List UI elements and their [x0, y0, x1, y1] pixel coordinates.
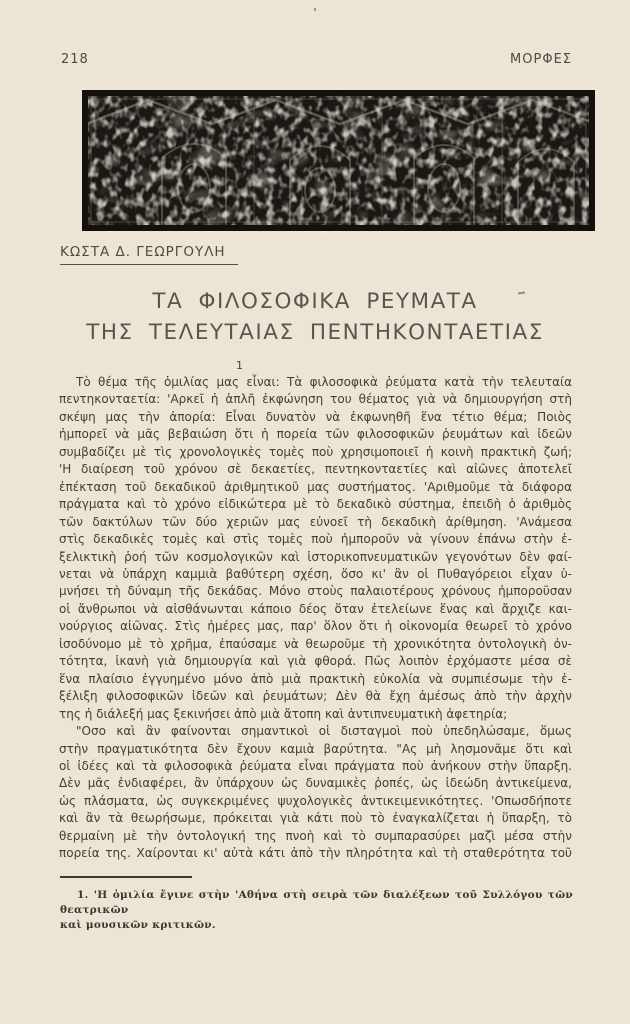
body-text-line: θερμαίνη μὲ τὴν ὀντολογική της πνοὴ καὶ τὸ συμπαρασύρει μαζὶ μέσα στὴν: [59, 828, 572, 843]
body-text-line: οἱ ἰδέες καὶ τὰ φιλοσοφικὰ ῥεύματα εἶναι πράγματα ποὺ ἀνήκουν στὴν ὕπαρξη.: [59, 758, 572, 773]
body-text-line: στὶς δεκαδικὲς τομὲς καὶ στὶς τομὲς ποὺ ἠμποροῦν νὰ γίνουν ἐπάνω στὴν ἐ-: [59, 532, 572, 547]
body-text-line: πράγματα καὶ τὸ χρόνο εἰδικώτερα μὲ τὸ δεκαδικὸ σύστημα, ἐπειδὴ ὁ ἀριθμὸς: [59, 497, 572, 512]
body-text-line: ἠμπορεῖ νὰ μᾶς βεβαιώση ὅτι ἡ πορεία τῶν φιλοσοφικῶν ῥευμάτων καὶ ἰδεῶν: [59, 427, 572, 442]
page-number: 218: [61, 52, 89, 67]
woodcut-illustration: [82, 88, 595, 233]
body-text-line: συμβαδίζει μὲ τὶς χρονολογικὲς τομὲς ποὺ χρησιμοποιεῖ ἡ κοινὴ πρακτικὴ ζωή;: [59, 444, 572, 459]
body-text-line: ἰσοδύνομο μὲ τὸ χρῆμα, ἐπαύσαμε νὰ θεωροῦμε τὴ χρονικότητα ὀντολογικὴ ὀν-: [59, 636, 572, 651]
footnote-line: 1. 'Η ὁμιλία ἔγινε στὴν 'Αθήνα στὴ σειρὰ τῶν διαλέξεων τοῦ Συλλόγου τῶν θεατρικῶν: [60, 889, 573, 916]
scan-artifact: [314, 8, 316, 11]
running-header: [61, 52, 572, 67]
body-text-line: οἱ ἄνθρωποι νὰ αἰσθάνωνται κάποιο δέος ὅταν ἐτελείωνε ἕνας καὶ ἄρχιζε και-: [59, 601, 572, 616]
article-title: [0, 286, 630, 348]
author-byline: ΚΩΣΤΑ Δ. ΓΕΩΡΓΟΥΛΗ: [60, 244, 238, 265]
footnote-line: καὶ μουσικῶν κριτικῶν.: [60, 919, 216, 931]
body-text: [59, 374, 572, 863]
body-text-line: νεται νὰ ὑπάρχη καμμιὰ βαθύτερη σχέση, ὅσο κι' ἂν οἱ Πυθαγόρειοι εἶχαν ὑ-: [59, 566, 572, 581]
footnote-reference-mark: 1: [236, 359, 243, 372]
running-title: ΜΟΡΦΕΣ: [510, 52, 572, 67]
body-text-line: "Οσο καὶ ἂν φαίνονται σημαντικοὶ οἱ δισταγμοὶ ποὺ ὑπεδηλώσαμε, ὅμως: [76, 724, 572, 739]
body-text-line: 'Η διαίρεση τοῦ χρόνου σὲ δεκαετίες, πεντηκονταετίες καὶ αἰῶνες ἀποτελεῖ: [59, 462, 572, 477]
article-title-line1: ΤΑ ΦΙΛΟΣΟΦΙΚΑ ΡΕΥΜΑΤΑ: [152, 289, 478, 314]
footnote: [60, 888, 573, 933]
body-text-line: ξέλιξη φιλοσοφικῶν ἰδεῶν καὶ ῥευμάτων; Δὲν θὰ ἔχη ἀμέσως ἀπὸ τὴν ἀρχὴν: [59, 689, 572, 704]
body-text-line: στὴν πραγματικότητα δὲν ἔχουν καμιὰ βαρύτητα. "Ας μὴ λησμονᾶμε ὅτι καὶ: [59, 741, 572, 756]
body-text-line: σκέψη μας τὴν ἀπορία: Εἶναι δυνατὸν νὰ ἐκφωνηθῆ ἕνα τέτιο θέμα; Ποιὸς: [59, 409, 572, 424]
body-text-line: νούργιος αἰῶνας. Στὶς ἡμέρες μας, παρ' ὅλον ὅτι ἡ οἰκονομία θεωρεῖ τὸ χρόνο: [59, 619, 572, 634]
body-text-line: τῶν δακτύλων τῶν δύο χεριῶν μας εὐνοεῖ τὴ δεκαδικὴ ἀρίθμηση. 'Ανάμεσα: [59, 514, 572, 529]
body-text-line: πεντηκονταετία: 'Αρκεῖ ἡ ἁπλῆ ἐκφώνηση του θέματος γιὰ νὰ δημιουργήση στὴ: [59, 392, 572, 407]
body-text-line: μνήσει τὴ δύναμη τῆς δεκάδας. Μόνο στοὺς παλαιοτέρους χρόνους ἠμποροῦσαν: [59, 584, 572, 599]
woodcut-headpiece-image: [82, 88, 595, 233]
footnote-separator-rule: [60, 876, 192, 878]
body-text-line: της ἡ διάλεξή μας ξεκινήσει ἀπὸ μιὰ ἄτοπη καὶ ἀντιπνευματικὴ ἀφετηρία;: [59, 706, 508, 721]
body-text-line: τότητα, ἱκανὴ γιὰ δημιουργία καὶ γιὰ φθορά. Πῶς λοιπὸν ἐρχόμαστε μέσα σὲ: [59, 654, 572, 669]
body-text-line: Δὲν μᾶς ἐνδιαφέρει, ἂν ὑπάρχουν ὡς δυναμικὲς ῥοπές, ὡς ἰδεώδη ἀντικείμενα,: [59, 776, 572, 791]
body-text-line: καὶ ἂν τὰ θεωρήσωμε, πρόκειται γιὰ κάτι ποὺ τὸ ἐναγκαλίζεται ἡ ὕπαρξη, τὸ: [59, 811, 572, 826]
article-title-line2: ΤΗΣ ΤΕΛΕΥΤΑΙΑΣ ΠΕΝΤΗΚΟΝΤΑΕΤΙΑΣ: [86, 320, 544, 345]
body-text-line: ἕνα πλαίσιο ἐγγυημένο μόνο ἀπὸ μιὰ πρακτικὴ εὐκολία νὰ συμπιέσωμε τὴν ἐ-: [59, 671, 572, 686]
body-text-line: Τὸ θέμα τῆς ὁμιλίας μας εἶναι: Τὰ φιλοσοφικὰ ῥεύματα κατὰ τὴν τελευταία: [76, 375, 572, 389]
body-text-line: ὡς πλάσματα, ὡς συγκεκριμένες ψυχολογικὲς ἀντικειμενικότητες. 'Οπωσδήποτε: [59, 793, 572, 808]
body-text-line: πορεία της. Χαίρονται κι' αὐτὰ κάτι ἀπὸ τὴν πληρότητα καὶ τὴ σταθερότητα τοῦ: [59, 846, 572, 861]
body-text-line: ἐπέκταση τοῦ δεκαδικοῦ ἀριθμητικοῦ μας συστήματος. 'Αριθμοῦμε τὰ διάφορα: [59, 479, 572, 494]
body-text-line: ξελικτικὴ ῥοή τῶν κοσμολογικῶν καὶ ἱστορικοπνευματικῶν γεγονότων δὲν φαί-: [59, 549, 572, 564]
